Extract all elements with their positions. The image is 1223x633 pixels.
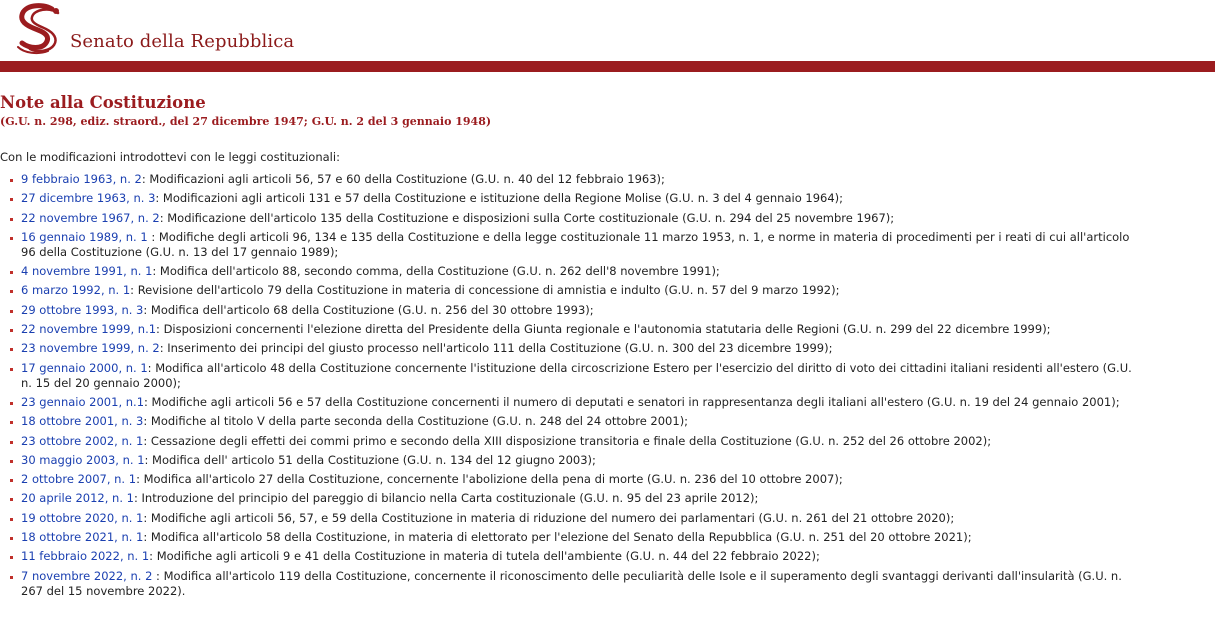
list-item bbox=[8, 511, 1138, 526]
list-item bbox=[8, 395, 1138, 410]
senato-emblem-icon bbox=[12, 3, 68, 55]
bullet-icon bbox=[10, 460, 13, 463]
law-description: : Modifica all'articolo 48 della Costituzione concernente l'istituzione della circoscrizione Estero per l'esercizio del diritto di voto dei cittadini italiani residenti all'estero (G.U. n. 15 del 20 gennaio 2000); bbox=[21, 360, 1132, 390]
bullet-icon bbox=[10, 576, 13, 579]
bullet-icon bbox=[10, 290, 13, 293]
bullet-icon bbox=[10, 556, 13, 559]
law-description: : Inserimento dei principi del giusto processo nell'articolo 111 della Costituzione (G.U. n. 300 del 23 dicembre 1999); bbox=[159, 341, 833, 356]
list-item bbox=[8, 264, 1138, 279]
law-description: : Modifiche degli articoli 96, 134 e 135 della Costituzione e della legge costituzionale 11 marzo 1953, n. 1, e norme in materia di procedimenti per i reati di cui all'articolo 96 della Costituzione (G.U. n. 13 del 17 gennaio 1989); bbox=[21, 229, 1130, 259]
list-item bbox=[8, 322, 1138, 337]
law-link[interactable]: 22 novembre 1999, n.1 bbox=[21, 322, 157, 337]
list-item bbox=[8, 303, 1138, 318]
list-item bbox=[8, 191, 1138, 206]
law-link[interactable]: 6 marzo 1992, n. 1 bbox=[21, 283, 131, 298]
list-item bbox=[8, 472, 1138, 487]
bullet-icon bbox=[10, 310, 13, 313]
bullet-icon bbox=[10, 271, 13, 274]
law-description: : Cessazione degli effetti dei commi primo e secondo della XIII disposizione transitoria e finale della Costituzione (G.U. n. 252 del 26 ottobre 2002); bbox=[143, 433, 992, 448]
bullet-icon bbox=[10, 198, 13, 201]
law-description: : Introduzione del principio del pareggio di bilancio nella Carta costituzionale (G.U. n. 95 del 23 aprile 2012); bbox=[133, 491, 759, 506]
list-item bbox=[8, 569, 1138, 599]
law-description: : Modifica all'articolo 119 della Costituzione, concernente il riconoscimento delle peculiarità delle Isole e il superamento degli svantaggi derivanti dall'insularità (G.U. n. 267 del 15 novembre 2022). bbox=[21, 568, 1122, 598]
bullet-icon bbox=[10, 368, 13, 371]
bullet-icon bbox=[10, 537, 13, 540]
law-link[interactable]: 11 febbraio 2022, n. 1 bbox=[21, 549, 150, 564]
law-link[interactable]: 7 novembre 2022, n. 2 bbox=[21, 568, 153, 583]
law-link[interactable]: 22 novembre 1967, n. 2 bbox=[21, 210, 160, 225]
header-red-bar bbox=[0, 61, 1215, 72]
site-name: Senato della Repubblica bbox=[70, 31, 295, 52]
law-list bbox=[0, 172, 1138, 599]
law-link[interactable]: 16 gennaio 1989, n. 1 bbox=[21, 229, 148, 244]
list-item bbox=[8, 530, 1138, 545]
law-link[interactable]: 23 novembre 1999, n. 2 bbox=[21, 341, 160, 356]
bullet-icon bbox=[10, 329, 13, 332]
bullet-icon bbox=[10, 218, 13, 221]
law-link[interactable]: 19 ottobre 2020, n. 1 bbox=[21, 510, 144, 525]
law-description: : Modifica dell' articolo 51 della Costituzione (G.U. n. 134 del 12 giugno 2003); bbox=[144, 452, 596, 467]
bullet-icon bbox=[10, 518, 13, 521]
bullet-icon bbox=[10, 402, 13, 405]
law-link[interactable]: 4 novembre 1991, n. 1 bbox=[21, 264, 153, 279]
law-description: : Modifiche agli articoli 9 e 41 della Costituzione in materia di tutela dell'ambiente (G.U. n. 44 del 22 febbraio 2022); bbox=[149, 549, 820, 564]
page-title: Note alla Costituzione bbox=[0, 93, 206, 112]
law-link[interactable]: 20 aprile 2012, n. 1 bbox=[21, 491, 134, 506]
intro-text: Con le modificazioni introdottevi con le leggi costituzionali: bbox=[0, 150, 340, 164]
law-link[interactable]: 27 dicembre 1963, n. 3 bbox=[21, 191, 156, 206]
law-link[interactable]: 23 ottobre 2002, n. 1 bbox=[21, 433, 144, 448]
law-description: : Modificazioni agli articoli 131 e 57 della Costituzione e istituzione della Regione Molise (G.U. n. 3 del 4 gennaio 1964); bbox=[155, 191, 844, 206]
bullet-icon bbox=[10, 441, 13, 444]
law-link[interactable]: 23 gennaio 2001, n.1 bbox=[21, 394, 145, 409]
list-item bbox=[8, 414, 1138, 429]
list-item bbox=[8, 549, 1138, 564]
bullet-icon bbox=[10, 479, 13, 482]
list-item bbox=[8, 361, 1138, 391]
list-item bbox=[8, 211, 1138, 226]
page-subtitle: (G.U. n. 298, ediz. straord., del 27 dicembre 1947; G.U. n. 2 del 3 gennaio 1948) bbox=[0, 115, 492, 128]
law-description: : Modifiche al titolo V della parte seconda della Costituzione (G.U. n. 248 del 24 ottobre 2001); bbox=[143, 414, 689, 429]
list-item bbox=[8, 491, 1138, 506]
law-description: : Modifiche agli articoli 56, 57, e 59 della Costituzione in materia di riduzione del numero dei parlamentari (G.U. n. 261 del 21 ottobre 2020); bbox=[143, 510, 955, 525]
law-link[interactable]: 18 ottobre 2001, n. 3 bbox=[21, 414, 144, 429]
bullet-icon bbox=[10, 498, 13, 501]
law-link[interactable]: 30 maggio 2003, n. 1 bbox=[21, 452, 145, 467]
bullet-icon bbox=[10, 179, 13, 182]
main-content bbox=[0, 92, 1200, 603]
list-item bbox=[8, 230, 1138, 260]
law-link[interactable]: 18 ottobre 2021, n. 1 bbox=[21, 530, 144, 545]
law-link[interactable]: 17 gennaio 2000, n. 1 bbox=[21, 360, 148, 375]
law-description: : Disposizioni concernenti l'elezione diretta del Presidente della Giunta regionale e l'autonomia statutaria delle Regioni (G.U. n. 299 del 22 dicembre 1999); bbox=[156, 322, 1051, 337]
law-link[interactable]: 9 febbraio 1963, n. 2 bbox=[21, 172, 142, 186]
law-description: : Modifica all'articolo 58 della Costituzione, in materia di elettorato per l'elezione del Senato della Repubblica (G.U. n. 251 del 20 ottobre 2021); bbox=[143, 530, 972, 545]
law-link[interactable]: 29 ottobre 1993, n. 3 bbox=[21, 302, 144, 317]
bullet-icon bbox=[10, 421, 13, 424]
bullet-icon bbox=[10, 348, 13, 351]
law-link[interactable]: 2 ottobre 2007, n. 1 bbox=[21, 472, 137, 487]
list-item bbox=[8, 172, 1138, 187]
site-logo[interactable] bbox=[12, 3, 294, 55]
law-description: : Modifiche agli articoli 56 e 57 della Costituzione concernenti il numero di deputati e senatori in rappresentanza degli italiani all'estero (G.U. n. 19 del 24 gennaio 2001); bbox=[144, 394, 1120, 409]
list-item bbox=[8, 341, 1138, 356]
law-description: : Modifica dell'articolo 88, secondo comma, della Costituzione (G.U. n. 262 dell'8 novembre 1991); bbox=[152, 264, 720, 279]
site-header bbox=[0, 0, 1223, 61]
bullet-icon bbox=[10, 237, 13, 240]
law-description: : Modificazioni agli articoli 56, 57 e 60 della Costituzione (G.U. n. 40 del 12 febbraio 1963); bbox=[141, 172, 665, 186]
list-item bbox=[8, 434, 1138, 449]
list-item bbox=[8, 453, 1138, 468]
law-description: : Modifica dell'articolo 68 della Costituzione (G.U. n. 256 del 30 ottobre 1993); bbox=[143, 302, 594, 317]
list-item bbox=[8, 283, 1138, 298]
law-description: : Modificazione dell'articolo 135 della Costituzione e disposizioni sulla Corte costituzionale (G.U. n. 294 del 25 novembre 1967); bbox=[159, 210, 895, 225]
law-description: : Revisione dell'articolo 79 della Costituzione in materia di concessione di amnistia e indulto (G.U. n. 57 del 9 marzo 1992); bbox=[130, 283, 840, 298]
law-description: : Modifica all'articolo 27 della Costituzione, concernente l'abolizione della pena di morte (G.U. n. 236 del 10 ottobre 2007); bbox=[136, 472, 843, 487]
